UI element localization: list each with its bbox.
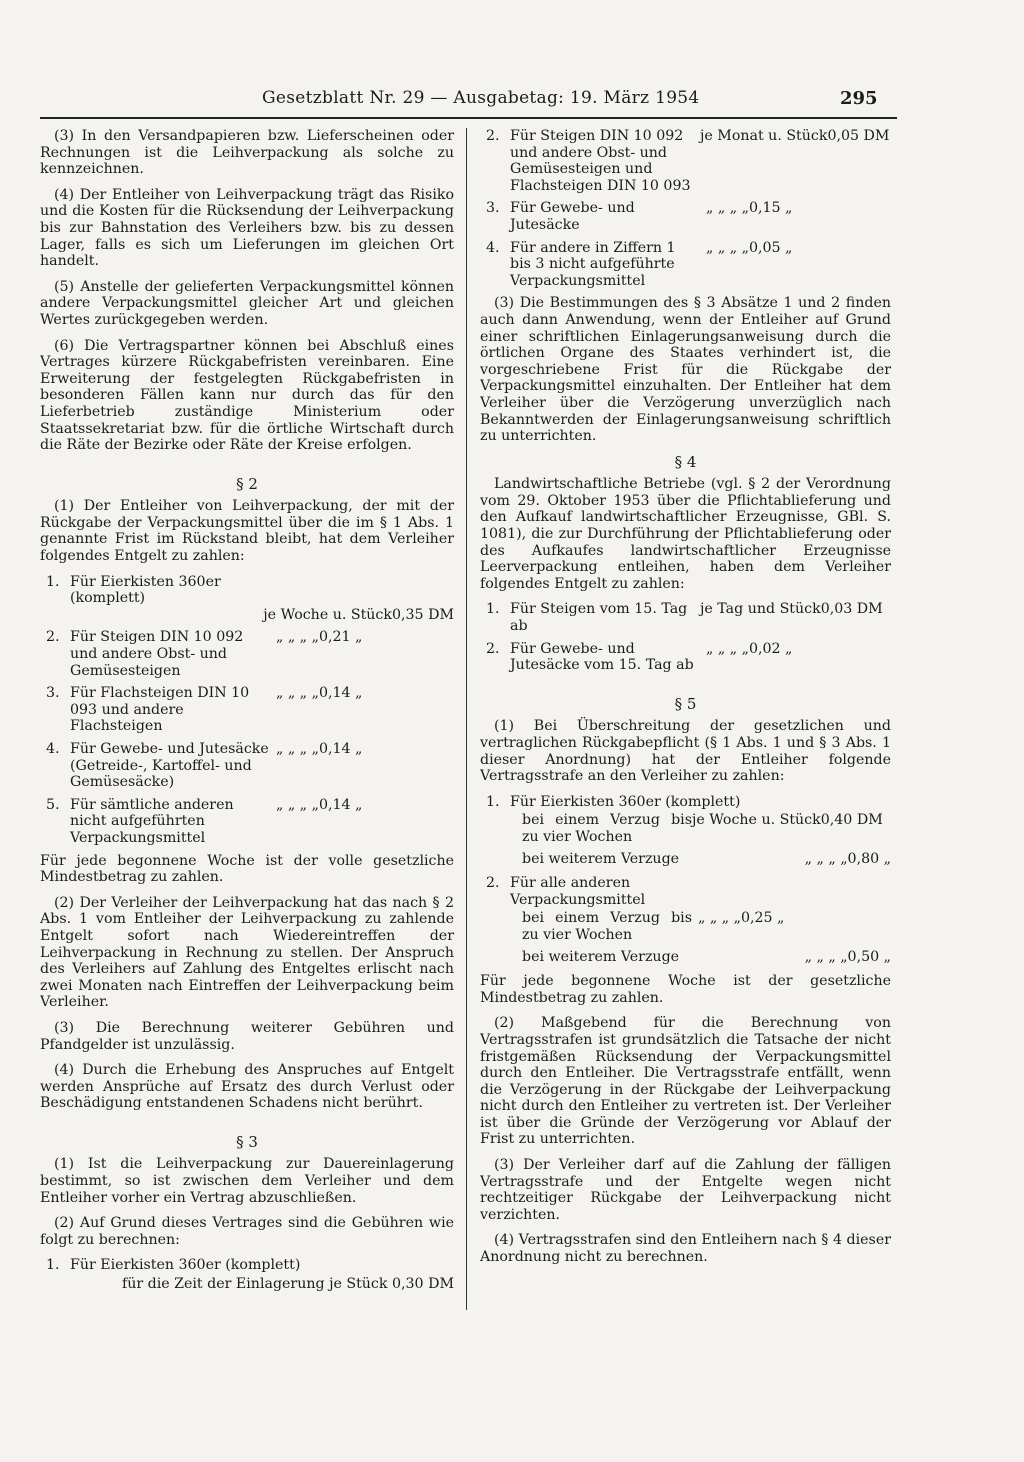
fee-item — [486, 128, 891, 194]
fee-unit: je Tag und Stück — [700, 601, 821, 618]
fee-subline — [522, 812, 891, 845]
paragraph: (1) Ist die Leihverpackung zur Dauereinlagerung bestimmt, so ist zwischen dem Verleiher und dem Entleiher vorher ein Vertrag abzuschließen. — [40, 1156, 454, 1206]
item-text: Für Eierkisten 360er (komplett) — [70, 573, 221, 607]
paragraph: (2) Maßgebend für die Berechnung von Vertragsstrafen ist grundsätzlich die Tatsache der nicht fristgemäßen Rücksendung der Verpackungsmittel durch den Entleiher. Die Vertragsstrafe entfällt, wenn die Verzögerung in der Rückgabe der Leihverpackung nicht durch den Entleiher zu vertreten ist. Der Verleiher ist über die Gründe der Verzögerung vor Ablauf der Frist zu unterrichten. — [480, 1015, 891, 1148]
fee-item — [46, 1257, 454, 1274]
fee-unit: „ „ „ „ — [276, 685, 319, 702]
item-text: Für Steigen vom 15. Tag ab — [510, 601, 688, 635]
fee-unit: „ „ „ „ — [706, 640, 749, 657]
fee-item — [486, 200, 891, 233]
fee-price: 0,21 „ — [318, 629, 363, 646]
fee-subline — [522, 949, 891, 966]
item-text: Für Gewebe- und Jutesäcke vom 15. Tag ab — [510, 640, 694, 674]
fee-list — [480, 601, 891, 673]
fee-item — [46, 685, 454, 735]
item-text: Für Gewebe- und Jutesäcke (Getreide-, Kartoffel- und Gemüsesäcke) — [70, 741, 269, 791]
fee-price: 0,80 „ — [847, 850, 891, 867]
fee-item — [486, 240, 891, 290]
fee-unit: „ „ „ „ — [698, 910, 741, 927]
gazette-title: Gesetzblatt Nr. 29 — Ausgabetag: 19. März 1954 — [262, 88, 700, 108]
fee-unit: „ „ „ „ — [706, 239, 749, 256]
fee-price: 0,14 „ — [318, 796, 363, 813]
fee-subline — [522, 910, 891, 943]
fee-price: 0,50 „ — [847, 948, 891, 965]
paragraph: (3) In den Versandpapieren bzw. Lieferscheinen oder Rechnungen ist die Leihverpackung als solche zu kennzeichnen. — [40, 128, 454, 178]
header-rule — [40, 117, 897, 119]
item-text: Für Steigen DIN 10 092 und andere Obst- und Gemüsesteigen und Flachsteigen DIN 10 093 — [510, 128, 691, 194]
fee-list — [40, 574, 454, 847]
fee-unit: je Woche u. Stück — [263, 606, 392, 623]
paragraph: (1) Bei Überschreitung der gesetzlichen und vertraglichen Rückgabepflicht (§ 1 Abs. 1 und § 3 Abs. 1 dieser Anordnung) hat der Entleiher folgende Vertragsstrafe an den Verleiher zu zahlen: — [480, 718, 891, 785]
item-text: bei einem Verzug bis zu vier Wochen — [522, 812, 692, 845]
fee-list — [480, 128, 891, 289]
item-number: 1. — [486, 601, 500, 618]
page-number: 295 — [840, 88, 878, 109]
fee-unit: „ „ „ „ — [276, 741, 319, 757]
section-heading: § 3 — [236, 1132, 258, 1151]
paragraph: Für jede begonnene Woche ist der gesetzliche Mindestbetrag zu zahlen. — [480, 973, 891, 1006]
fee-item — [486, 641, 891, 674]
fee-unit: „ „ „ „ — [804, 948, 848, 965]
item-text: bei weiterem Verzuge — [522, 850, 680, 867]
fee-price: 0,05 „ — [748, 239, 793, 256]
paragraph: (3) Die Bestimmungen des § 3 Absätze 1 und 2 finden auch dann Anwendung, wenn der Entleiher auf Grund einer schriftlichen Einlagerungsanweisung durch die örtlichen Organe des Staates verhindert ist, die vorgeschriebene Frist für die Rückgabe der Verpackungsmittel einzuhalten. Der Entleiher hat dem Verleiher über die Verzögerung unverzüglich nach Bekanntwerden der Einlagerungsanweisung schriftlich zu unterrichten. — [480, 295, 891, 445]
item-number: 4. — [486, 239, 500, 256]
paragraph: Für jede begonnene Woche ist der volle gesetzliche Mindestbetrag zu zahlen. — [40, 852, 454, 886]
item-number: 1. — [46, 1257, 60, 1274]
section-heading: § 5 — [674, 694, 697, 713]
fee-item — [46, 797, 454, 847]
item-text: Für Steigen DIN 10 092 und andere Obst- und Gemüsesteigen — [70, 629, 244, 679]
item-text: Für andere in Ziffern 1 bis 3 nicht aufgeführte Verpackungsmittel — [510, 239, 676, 289]
fee-unit: „ „ „ „ — [276, 796, 319, 813]
item-text: Für alle anderen Verpackungsmittel — [510, 875, 646, 908]
page-header — [262, 88, 902, 118]
fee-unit: je Monat u. Stück — [700, 128, 828, 144]
item-number: 2. — [486, 128, 500, 144]
item-text: Für Eierkisten 360er (komplett) — [510, 793, 741, 810]
fee-line: für die Zeit der Einlagerung je Stück 0,30 DM — [121, 1276, 454, 1293]
right-column — [480, 128, 891, 1275]
item-text: bei weiterem Verzuge — [522, 948, 680, 965]
fee-price: 0,40 DM — [820, 812, 883, 829]
fee-price: 0,15 „ — [748, 200, 793, 217]
fee-unit: „ „ „ „ — [706, 200, 749, 217]
column-divider — [466, 128, 467, 1310]
paragraph: (3) Der Verleiher darf auf die Zahlung der fälligen Vertragsstrafe und der Entgelte wegen nicht rechtzeitiger Rückgabe der Leihverpackung nicht verzichten. — [480, 1157, 891, 1223]
item-text: Für Eierkisten 360er (komplett) — [70, 1257, 301, 1274]
item-number: 3. — [46, 685, 60, 702]
item-number: 1. — [486, 793, 500, 810]
paragraph: (1) Der Entleiher von Leihverpackung, der mit der Rückgabe der Verpackungsmittel über die im § 1 Abs. 1 genannte Frist im Rückstand bleibt, hat dem Verleiher folgendes Entgelt zu zahlen: — [40, 498, 454, 565]
fee-item — [46, 574, 454, 624]
fee-unit: „ „ „ „ — [804, 850, 848, 867]
item-number: 1. — [46, 573, 60, 590]
section-heading: § 2 — [236, 474, 258, 493]
item-number: 3. — [486, 200, 500, 217]
fee-item — [486, 875, 891, 908]
item-number: 2. — [46, 629, 60, 646]
item-number: 2. — [486, 640, 500, 657]
paragraph: (6) Die Vertragspartner können bei Abschluß eines Vertrages kürzere Rückgabefristen vereinbaren. Eine Erweiterung der festgelegten Rückgabefristen in besonderen Fällen kann nur durch das für den Lieferbetrieb zuständige Ministerium oder Staatssekretariat bzw. für die örtliche Wirtschaft durch die Räte der Bezirke oder Räte der Kreise erfolgen. — [40, 337, 454, 454]
paragraph: Landwirtschaftliche Betriebe (vgl. § 2 der Verordnung vom 29. Oktober 1953 über die Pflichtablieferung und den Aufkauf landwirtschaftlicher Erzeugnisse, GBl. S. 1081), die zur Durchführung der Pflichtablieferung oder des Aufkaufes landwirtschaftlicher Erzeugnisse Leerverpackung entleihen, haben dem Verleiher folgendes Entgelt zu zahlen: — [480, 476, 891, 592]
paragraph: (3) Die Berechnung weiterer Gebühren und Pfandgelder ist unzulässig. — [40, 1019, 454, 1053]
item-text: Für Gewebe- und Jutesäcke — [510, 200, 635, 233]
paragraph: (5) Anstelle der gelieferten Verpackungsmittel können andere Verpackungsmittel gleicher Art und gleichen Wertes zurückgegeben werden. — [40, 278, 454, 328]
fee-item — [46, 629, 454, 679]
item-text: Für Flachsteigen DIN 10 093 und andere Flachsteigen — [70, 685, 250, 735]
item-number: 2. — [486, 875, 500, 892]
fee-price: 0,35 DM — [391, 606, 454, 623]
fee-price: 0,14 „ — [318, 685, 363, 702]
paragraph: (4) Der Entleiher von Leihverpackung trägt das Risiko und die Kosten für die Rücksendung der Leihverpackung bis zur Bahnstation des Verleihers bzw. bis zu dessen Lager, falls es sich um Lieferungen im gleichen Ort handelt. — [40, 186, 454, 270]
fee-item — [486, 794, 891, 811]
item-text: bei einem Verzug bis zu vier Wochen — [522, 910, 692, 943]
fee-price: 0,02 „ — [748, 640, 793, 657]
fee-unit: „ „ „ „ — [276, 629, 319, 646]
fee-price: 0,25 „ — [740, 910, 785, 927]
fee-price: 0,14 „ — [318, 741, 363, 757]
paragraph: (2) Der Verleiher der Leihverpackung hat das nach § 2 Abs. 1 vom Entleiher der Leihverpackung zu zahlende Entgelt sofort nach Wiedereintreffen der Leihverpackung in Rechnung zu stellen. Der Anspruch des Verleihers auf Zahlung des Entgeltes erlischt nach zwei Monaten nach Eintreffen der Leihverpackung beim Verleiher. — [40, 894, 454, 1011]
paragraph: (2) Auf Grund dieses Vertrages sind die Gebühren wie folgt zu berechnen: — [40, 1215, 454, 1248]
fee-subline — [522, 851, 891, 868]
paragraph: (4) Vertragsstrafen sind den Entleihern nach § 4 dieser Anordnung nicht zu berechnen. — [480, 1232, 891, 1266]
fee-unit: je Woche u. Stück — [692, 812, 821, 829]
fee-price: 0,05 DM — [827, 128, 890, 144]
fee-price: 0,03 DM — [820, 601, 883, 618]
paragraph: (4) Durch die Erhebung des Anspruches auf Entgelt werden Ansprüche auf Ersatz des durch Verlust oder Beschädigung entstandenen Schadens nicht berührt. — [40, 1062, 454, 1112]
left-column — [40, 128, 454, 1301]
item-number: 5. — [46, 796, 60, 813]
item-number: 4. — [46, 741, 60, 757]
fee-item — [46, 741, 454, 791]
fee-item — [486, 601, 891, 634]
section-heading: § 4 — [674, 452, 697, 471]
item-text: Für sämtliche anderen nicht aufgeführten Verpackungsmittel — [70, 796, 234, 846]
